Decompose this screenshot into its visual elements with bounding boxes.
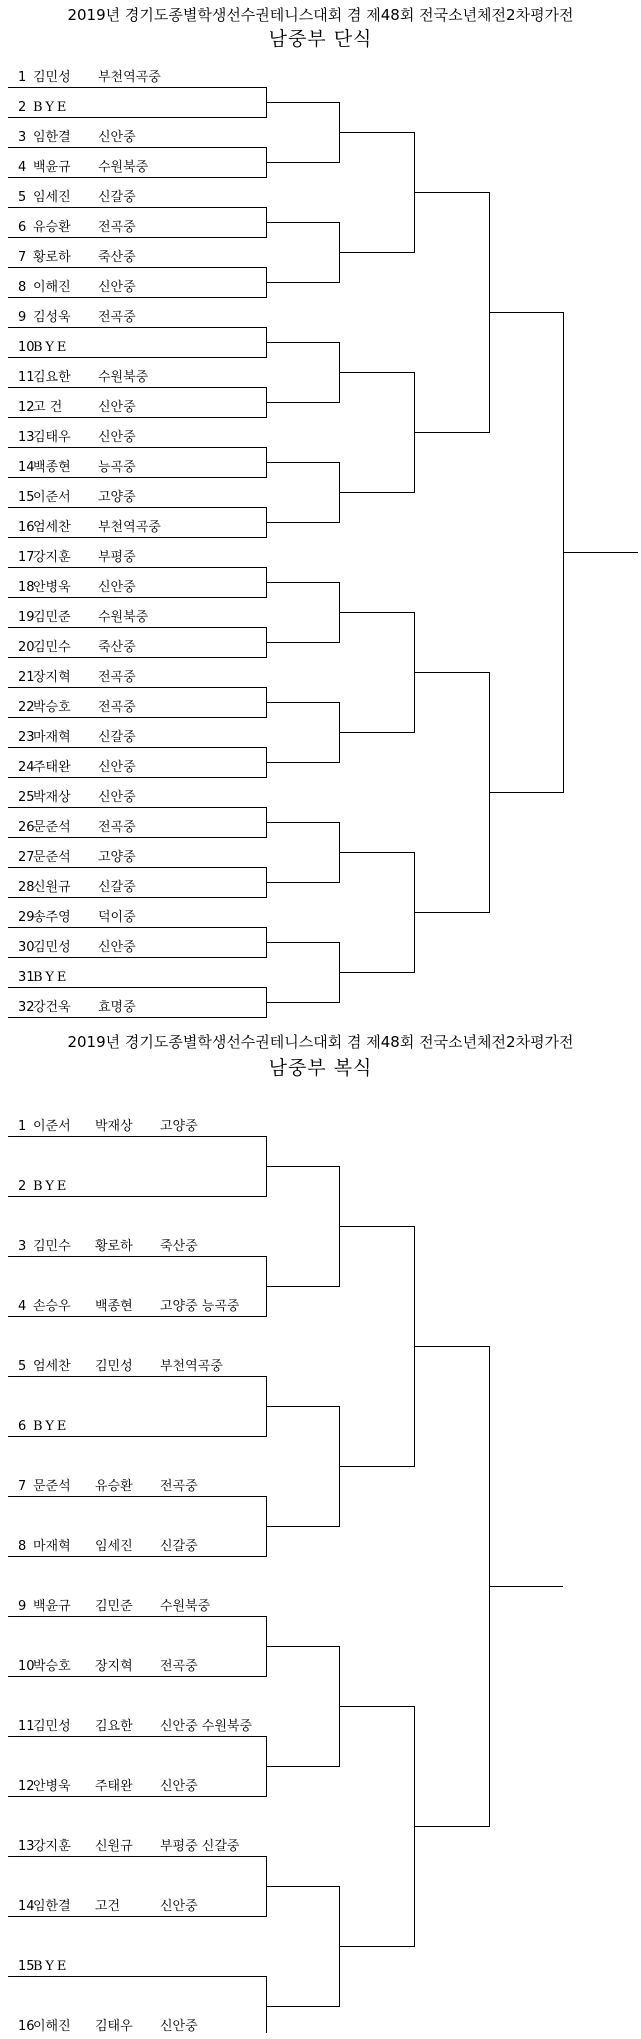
singles-bracket-r2 [266,943,340,1003]
player-name-1: 마재혁 [33,1539,71,1554]
school-name: 수원북중 [98,610,149,625]
entry-number: 11 [18,1719,35,1734]
school-name: 효명중 [98,1000,136,1015]
singles-bracket-r3 [339,373,415,493]
entry-number: 21 [18,670,35,685]
school-name: 고양중 [160,1119,198,1134]
singles-bracket-r1 [8,208,267,238]
school-name: 덕이중 [98,910,136,925]
player-name: 유승환 [33,220,71,235]
entry-number: 27 [18,850,35,865]
doubles-event-title: 2019년 경기도종별학생선수권테니스대회 겸 제48회 전국소년체전2차평가전 [67,1033,574,1051]
school-name: 신안중 [98,580,136,595]
singles-bracket-r2 [266,703,340,763]
player-name: 신원규 [33,880,71,895]
entry-number: 28 [18,880,35,895]
singles-bracket-r1 [8,88,267,118]
singles-bracket-r2 [266,463,340,523]
school-name: 전곡중 [160,1479,198,1494]
singles-bracket-r2 [266,823,340,883]
doubles-bracket-r3 [339,1227,415,1467]
player-name: 강건욱 [33,1000,71,1015]
entry-number: 25 [18,790,35,805]
singles-bracket-r1 [8,868,267,898]
entry-number: 15 [18,490,35,505]
player-name-2: 김민준 [95,1599,133,1614]
doubles-bracket-r1 [8,1137,267,1197]
school-name: 고양중 능곡중 [160,1299,240,1314]
school-name: 신안중 [98,430,136,445]
school-name: 죽산중 [98,250,136,265]
player-name: 주태완 [33,760,71,775]
entry-number: 5 [18,1359,27,1374]
school-name: 신안중 [98,940,136,955]
entry-number: 10 [18,1659,35,1674]
doubles-bracket-r1 [8,1977,267,2034]
entry-number: 4 [18,1299,27,1314]
school-name: 신안중 [160,2019,198,2034]
player-name: 박재상 [33,790,71,805]
singles-bracket-r3 [339,133,415,253]
player-name: 박승호 [33,700,71,715]
singles-bracket-r1 [8,508,267,538]
entry-number: 19 [18,610,35,625]
player-name-2: 장지혁 [95,1659,133,1674]
entry-number: 4 [18,160,27,175]
player-name: 김성욱 [33,310,71,325]
player-name-1: BYE [33,1419,70,1434]
entry-number: 3 [18,1239,27,1254]
player-name-2: 신원규 [95,1839,133,1854]
entry-number: 22 [18,700,35,715]
doubles-bracket-r1 [8,1617,267,1677]
entry-number: 20 [18,640,35,655]
school-name: 신안중 [98,130,136,145]
singles-bracket-r2 [266,343,340,403]
school-name: 신갈중 [98,880,136,895]
entry-number: 16 [18,520,35,535]
player-name-2: 박재상 [95,1119,133,1134]
player-name: 황로하 [33,250,71,265]
school-name: 부천역곡중 [98,520,161,535]
player-name: 백종현 [33,460,71,475]
school-name: 신갈중 [98,190,136,205]
school-name: 능곡중 [98,460,136,475]
player-name: BYE [33,100,70,115]
school-name: 신안중 [98,280,136,295]
doubles-bracket-r2 [266,1887,340,2007]
entry-number: 5 [18,190,27,205]
doubles-bracket-r1 [8,1857,267,1917]
entry-number: 23 [18,730,35,745]
singles-bracket-r4 [414,673,490,913]
player-name-1: BYE [33,1179,70,1194]
school-name: 수원북중 [160,1599,211,1614]
doubles-bracket-r1 [8,1377,267,1437]
singles-bracket-r4 [414,193,490,433]
school-name: 죽산중 [98,640,136,655]
entry-number: 2 [18,1179,27,1194]
player-name: 백윤규 [33,160,71,175]
player-name: 송주영 [33,910,71,925]
singles-bracket-r1 [8,808,267,838]
school-name: 부평중 [98,550,136,565]
entry-number: 24 [18,760,35,775]
school-name: 신안중 수원북중 [160,1719,253,1734]
player-name-1: 이해진 [33,2019,71,2034]
entry-number: 18 [18,580,35,595]
school-name: 신안중 [160,1899,198,1914]
entry-number: 31 [18,970,35,985]
player-name-1: 안병욱 [33,1779,71,1794]
entry-number: 10 [18,340,35,355]
singles-bracket-r1 [8,388,267,418]
player-name: 이준서 [33,490,71,505]
player-name-1: 이준서 [33,1119,71,1134]
school-name: 부천역곡중 [160,1359,223,1374]
player-name-1: 엄세찬 [33,1359,71,1374]
entry-number: 1 [18,70,27,85]
entry-number: 16 [18,2019,35,2034]
entry-number: 7 [18,1479,27,1494]
entry-number: 9 [18,310,27,325]
singles-bracket-r1 [8,688,267,718]
singles-bracket-r1 [8,148,267,178]
doubles-bracket-r1 [8,1497,267,1557]
player-name-1: 임한결 [33,1899,71,1914]
player-name: 김민준 [33,610,71,625]
school-name: 부천역곡중 [98,70,161,85]
singles-bracket-r3 [339,853,415,973]
player-name: BYE [33,340,70,355]
school-name: 신안중 [98,760,136,775]
entry-number: 14 [18,460,35,475]
doubles-bracket-r3 [339,1707,415,1947]
player-name: BYE [33,970,70,985]
player-name-1: 김민수 [33,1239,71,1254]
entry-number: 6 [18,220,27,235]
entry-number: 29 [18,910,35,925]
doubles-bracket-r2 [266,1167,340,1287]
entry-number: 6 [18,1419,27,1434]
entry-number: 8 [18,1539,27,1554]
singles-bracket-r2 [266,103,340,163]
player-name: 장지혁 [33,670,71,685]
entry-number: 30 [18,940,35,955]
entry-number: 17 [18,550,35,565]
doubles-division-title: 남중부 복식 [268,1057,373,1079]
player-name-2: 백종현 [95,1299,133,1314]
player-name: 고 건 [33,400,63,415]
singles-bracket-r1 [8,988,267,1018]
player-name-1: BYE [33,1959,70,1974]
school-name: 신안중 [98,790,136,805]
school-name: 신갈중 [160,1539,198,1554]
entry-number: 12 [18,400,35,415]
player-name-1: 문준석 [33,1479,71,1494]
entry-number: 9 [18,1599,27,1614]
singles-bracket-r3 [339,613,415,733]
player-name: 김민성 [33,70,71,85]
entry-number: 32 [18,1000,35,1015]
player-name: 엄세찬 [33,520,71,535]
school-name: 전곡중 [98,310,136,325]
player-name: 김요한 [33,370,71,385]
school-name: 고양중 [98,850,136,865]
school-name: 신갈중 [98,730,136,745]
singles-bracket-r1 [8,268,267,298]
player-name-2: 황로하 [95,1239,133,1254]
school-name: 수원북중 [98,160,149,175]
entry-number: 12 [18,1779,35,1794]
singles-bracket-r1 [8,328,267,358]
singles-division-title: 남중부 단식 [268,28,373,50]
entry-number: 3 [18,130,27,145]
entry-number: 13 [18,430,35,445]
entry-number: 11 [18,370,35,385]
singles-bracket-r2 [266,223,340,283]
doubles-bracket-r1 [8,1737,267,1797]
entry-number: 15 [18,1959,35,1974]
entry-number: 14 [18,1899,35,1914]
school-name: 신안중 [98,400,136,415]
doubles-bracket-r1 [8,1257,267,1317]
singles-bracket-r1 [8,568,267,598]
player-name-2: 유승환 [95,1479,133,1494]
school-name: 수원북중 [98,370,149,385]
school-name: 전곡중 [160,1659,198,1674]
entry-number: 2 [18,100,27,115]
school-name: 신안중 [160,1779,198,1794]
school-name: 전곡중 [98,700,136,715]
player-name-1: 손승우 [33,1299,71,1314]
singles-bracket-r5 [489,313,564,793]
player-name-1: 강지훈 [33,1839,71,1854]
player-name: 이해진 [33,280,71,295]
school-name: 고양중 [98,490,136,505]
singles-bracket-r1 [8,748,267,778]
player-name-2: 김태우 [95,2019,133,2034]
entry-number: 13 [18,1839,35,1854]
player-name: 강지훈 [33,550,71,565]
doubles-bracket-r2 [266,1647,340,1767]
player-name-2: 고건 [95,1899,121,1914]
school-name: 부평중 신갈중 [160,1839,240,1854]
player-name-2: 김요한 [95,1719,133,1734]
player-name: 김태우 [33,430,71,445]
doubles-bracket-r2 [266,1407,340,1527]
school-name: 전곡중 [98,670,136,685]
player-name: 문준석 [33,850,71,865]
doubles-bracket-r4 [414,1347,490,1827]
player-name-2: 임세진 [95,1539,133,1554]
player-name-1: 박승호 [33,1659,71,1674]
entry-number: 7 [18,250,27,265]
singles-bracket-r1 [8,928,267,958]
singles-event-title: 2019년 경기도종별학생선수권테니스대회 겸 제48회 전국소년체전2차평가전 [67,6,574,24]
school-name: 죽산중 [160,1239,198,1254]
school-name: 전곡중 [98,220,136,235]
player-name-2: 주태완 [95,1779,133,1794]
school-name: 전곡중 [98,820,136,835]
entry-number: 1 [18,1119,27,1134]
entry-number: 8 [18,280,27,295]
entry-number: 26 [18,820,35,835]
player-name: 안병욱 [33,580,71,595]
player-name: 마재혁 [33,730,71,745]
player-name: 김민수 [33,640,71,655]
singles-bracket-r2 [266,583,340,643]
player-name: 임한결 [33,130,71,145]
singles-bracket-r1 [8,628,267,658]
player-name-2: 김민성 [95,1359,133,1374]
player-name-1: 백윤규 [33,1599,71,1614]
singles-bracket-r1 [8,448,267,478]
player-name: 임세진 [33,190,71,205]
player-name: 김민성 [33,940,71,955]
player-name: 문준석 [33,820,71,835]
player-name-1: 김민성 [33,1719,71,1734]
